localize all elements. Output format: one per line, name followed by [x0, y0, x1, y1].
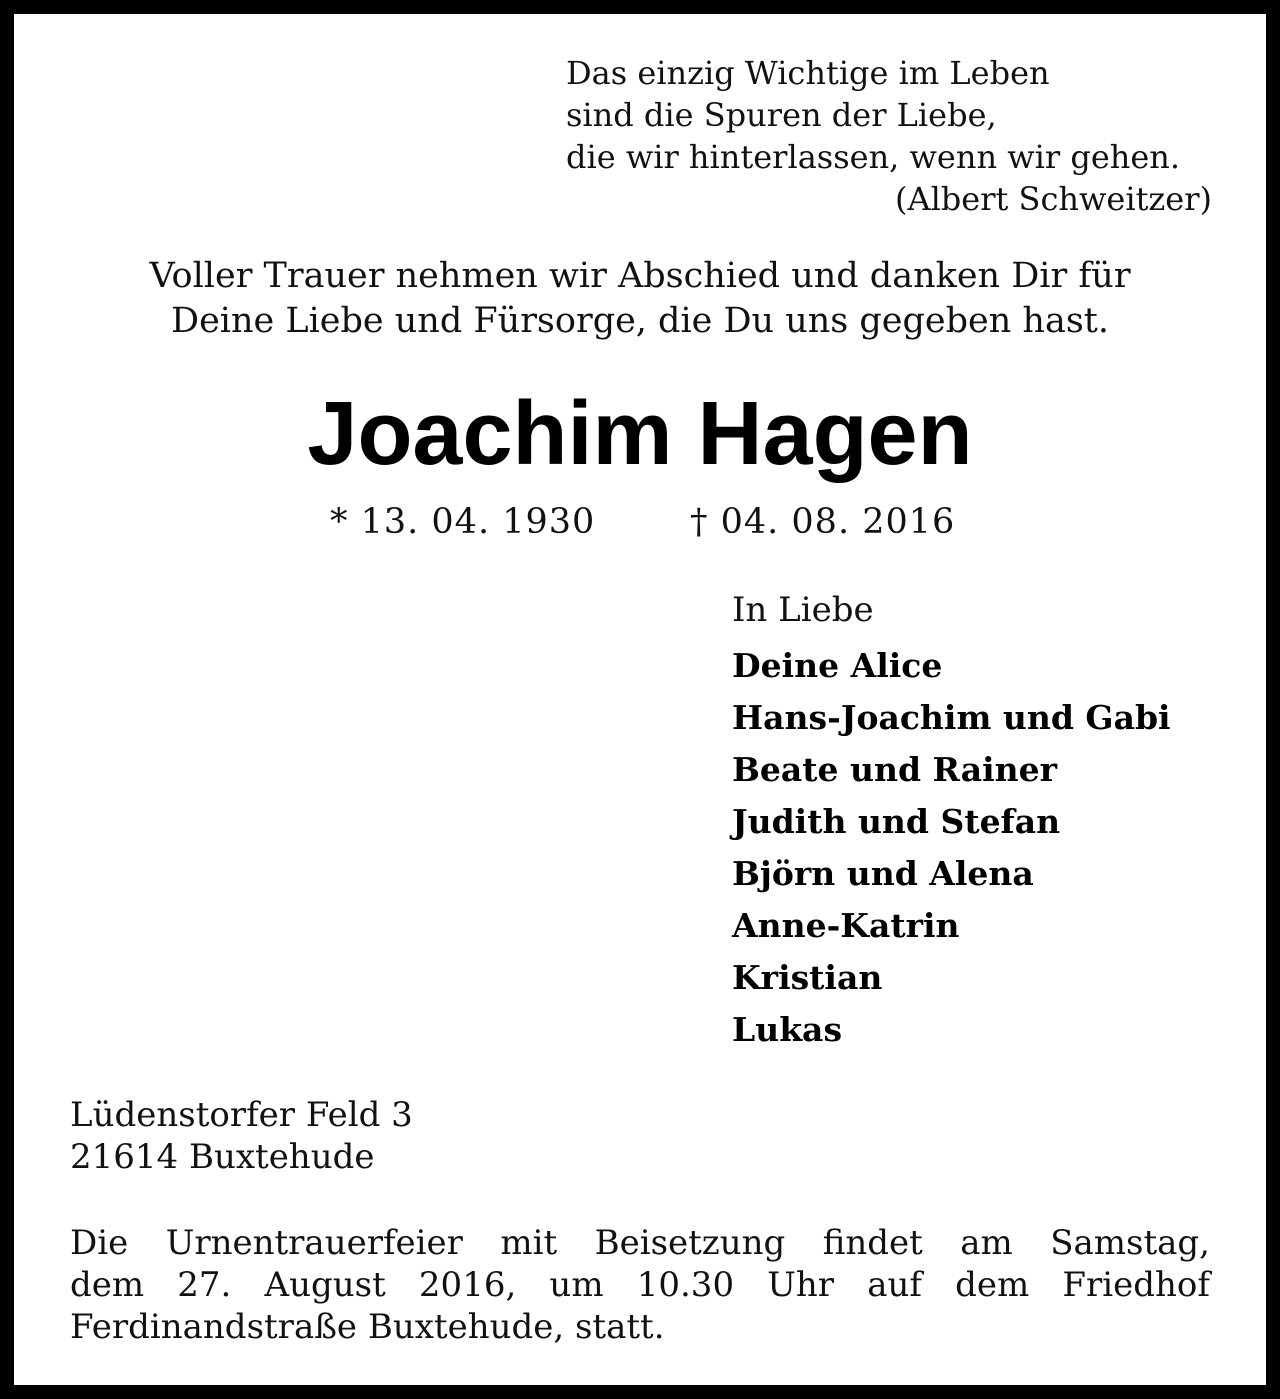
deceased-name: Joachim Hagen: [307, 384, 973, 484]
funeral-notice-line: dem 27. August 2016, um 10.30 Uhr auf dem Friedhof: [70, 1265, 1210, 1305]
quote-line: die wir hinterlassen, wenn wir gehen.: [566, 138, 1181, 176]
farewell-line: Deine Liebe und Fürsorge, die Du uns gegeben hast.: [171, 301, 1109, 341]
mourner-name: Judith und Stefan: [732, 802, 1061, 841]
mourner-name: Björn und Alena: [732, 854, 1034, 893]
farewell-message: [70, 254, 1210, 344]
mourner-name: Deine Alice: [732, 646, 943, 685]
mourner-name: Lukas: [732, 1010, 843, 1049]
birth-date: * 13. 04. 1930: [330, 502, 596, 542]
death-date: † 04. 08. 2016: [690, 502, 956, 542]
quote-line: Das einzig Wichtige im Leben: [566, 54, 1050, 92]
mourner-name: Hans-Joachim und Gabi: [732, 698, 1171, 737]
quote-author: (Albert Schweitzer): [894, 180, 1212, 218]
address-city: 21614 Buxtehude: [70, 1137, 375, 1177]
family-address: [70, 1094, 670, 1178]
funeral-notice-line: Die Urnentrauerfeier mit Beisetzung findet am Samstag,: [70, 1223, 1210, 1263]
mourner-name: Anne-Katrin: [732, 906, 960, 945]
mourner-name: Kristian: [732, 958, 883, 997]
epigraph-quote: [566, 52, 1212, 220]
funeral-notice: [70, 1222, 1210, 1348]
mourners-lead: In Liebe: [732, 590, 874, 630]
farewell-line: Voller Trauer nehmen wir Abschied und danken Dir für: [149, 256, 1131, 296]
funeral-notice-line: Ferdinandstraße Buxtehude, statt.: [70, 1307, 665, 1347]
address-street: Lüdenstorfer Feld 3: [70, 1095, 413, 1135]
mourners-list: [732, 584, 1222, 1056]
quote-line: sind die Spuren der Liebe,: [566, 96, 997, 134]
mourner-name: Beate und Rainer: [732, 750, 1058, 789]
